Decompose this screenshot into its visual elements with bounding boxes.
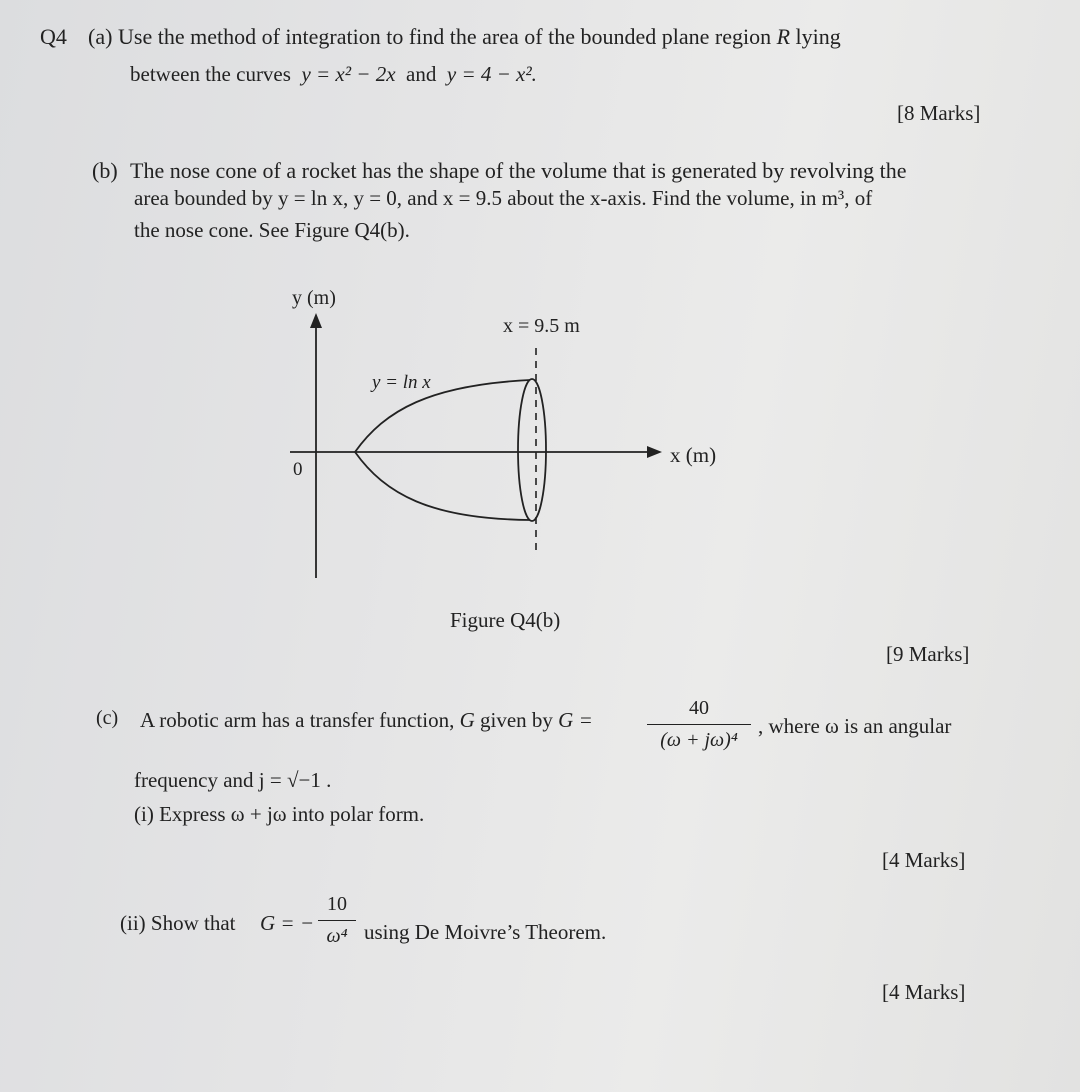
curve-lower: [355, 452, 530, 520]
part-c-ii-end: using De Moivre’s Theorem.: [364, 920, 607, 944]
cone-base-ellipse: [518, 379, 546, 521]
part-b-marks: [9 Marks]: [886, 642, 970, 666]
part-a-label: (a): [88, 24, 113, 49]
part-c-ii-start: (ii) Show that: [120, 911, 236, 935]
x-axis-arrow: [647, 446, 662, 458]
x95-label: x = 9.5 m: [503, 315, 580, 337]
tf-numerator: 40: [689, 697, 709, 719]
part-b-line2: area bounded by y = ln x, y = 0, and x = 9.5 about the x-axis. Find the volume, in m³, of: [134, 186, 873, 210]
transfer-function-fraction: [647, 697, 751, 752]
curve-eq-1: y = x² − 2x: [301, 62, 396, 86]
origin-label: 0: [293, 459, 303, 480]
ii-fraction: [318, 893, 356, 948]
part-b-label: (b): [92, 158, 118, 183]
y-axis-label: y (m): [292, 287, 336, 309]
y-axis-arrow: [310, 313, 322, 328]
part-c-ii-marks: [4 Marks]: [882, 980, 966, 1004]
part-a-marks: [8 Marks]: [897, 101, 981, 125]
part-c-ii-G: G = −: [260, 911, 315, 935]
part-c-i-marks: [4 Marks]: [882, 848, 966, 872]
ii-numerator: 10: [327, 893, 347, 915]
question-label: Q4: [40, 24, 67, 49]
curve-eq-2: y = 4 − x².: [446, 62, 537, 86]
curve-label: y = ln x: [372, 372, 431, 393]
tf-denominator: (ω + jω)⁴: [647, 724, 751, 752]
part-c-label: (c): [96, 707, 119, 729]
part-c-i: (i) Express ω + jω into polar form.: [134, 802, 425, 826]
part-c-line1-end: , where ω is an angular: [758, 714, 952, 738]
part-c-line1: A robotic arm has a transfer function, G given by G =: [140, 708, 593, 732]
x-axis-label: x (m): [670, 443, 717, 467]
region-symbol: R: [776, 24, 791, 49]
figure-caption: Figure Q4(b): [450, 608, 561, 632]
part-b-line3: the nose cone. See Figure Q4(b).: [134, 218, 410, 242]
part-b-line1: The nose cone of a rocket has the shape of the volume that is generated by revolving the: [130, 158, 907, 183]
ii-denominator: ω⁴: [318, 920, 356, 948]
part-a-line1: Use the method of integration to find the area of the bounded plane region R lying: [118, 24, 841, 49]
part-c-line2: frequency and j = √−1 .: [134, 768, 332, 792]
part-a-line2: between the curves y = x² − 2x and y = 4 − x².: [130, 62, 537, 86]
